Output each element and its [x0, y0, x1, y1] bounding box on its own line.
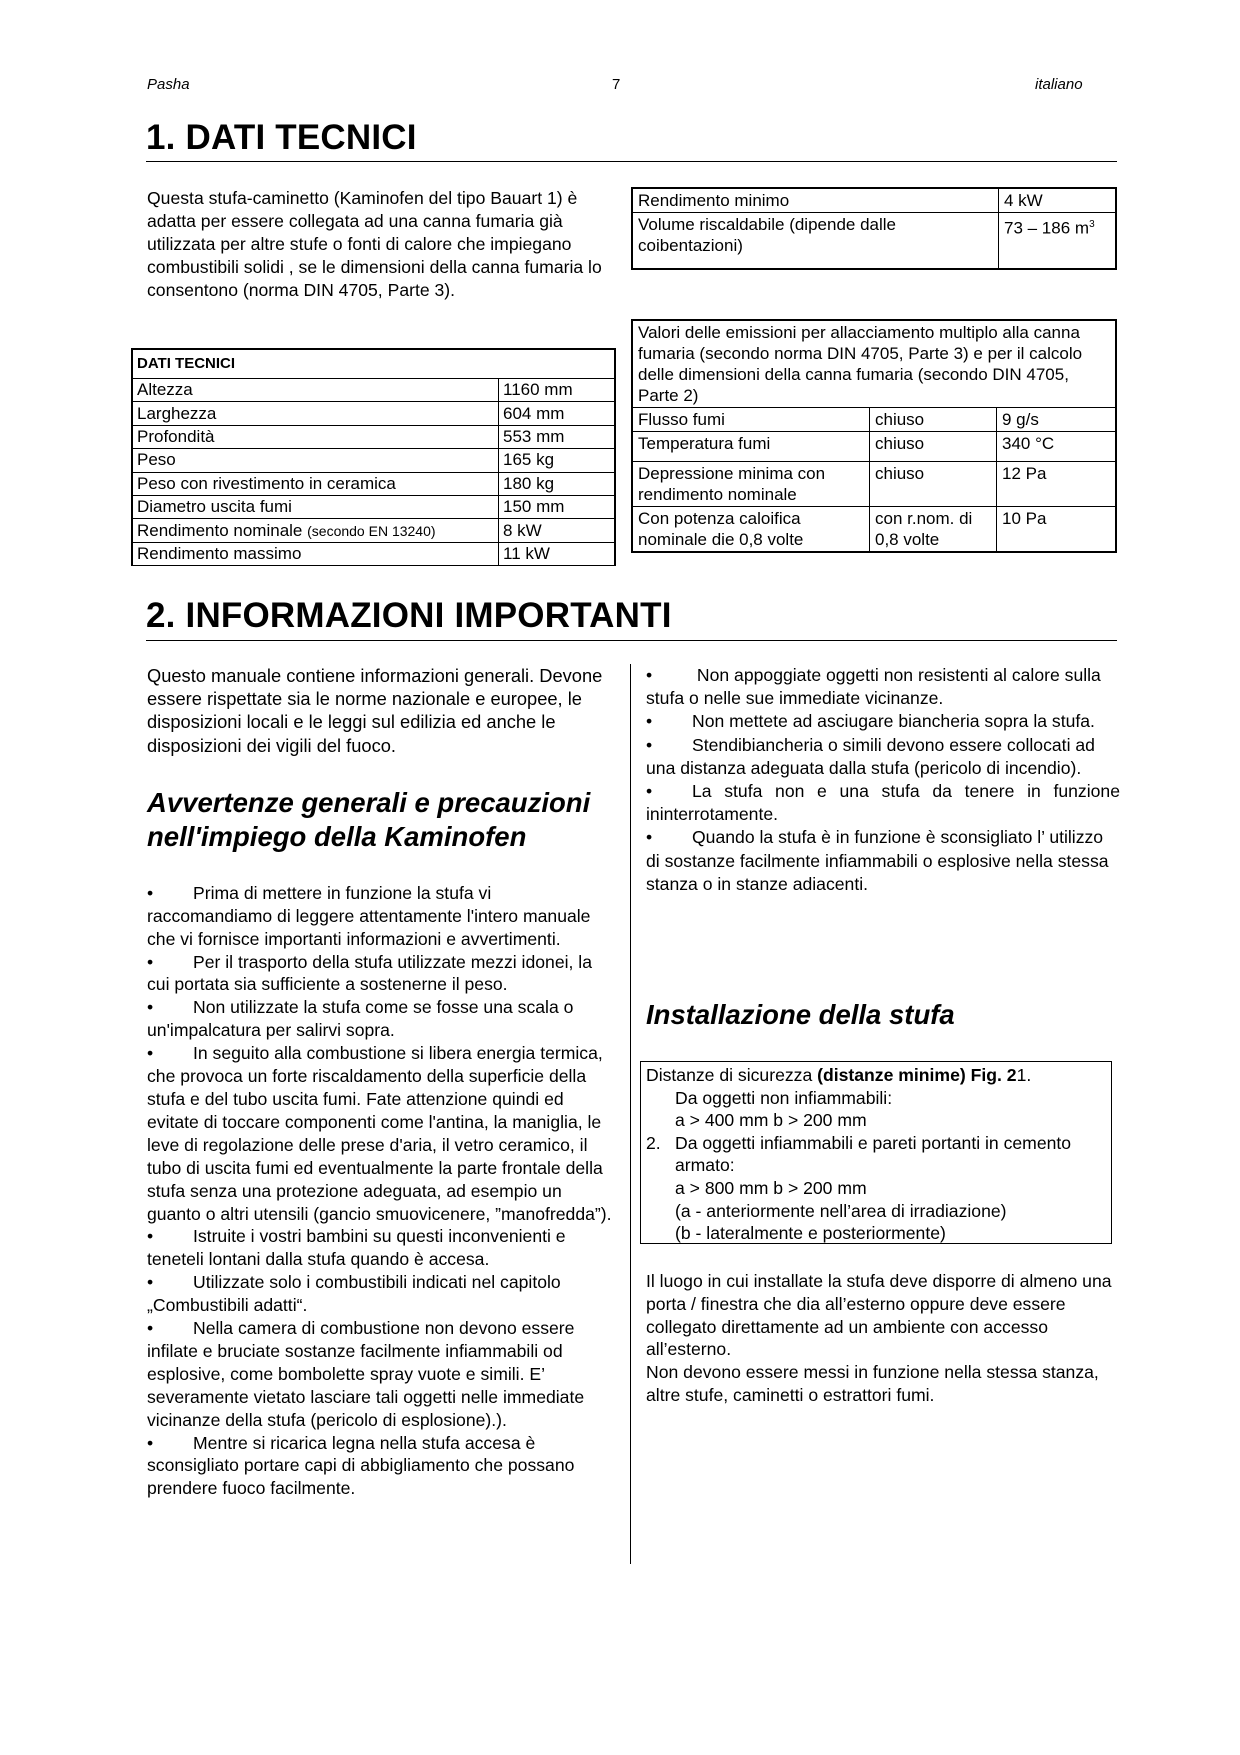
value-sup: 3	[1089, 219, 1095, 230]
cell-label: Diametro uscita fumi	[132, 495, 499, 518]
list-item	[646, 734, 1120, 780]
distances-line: (a - anteriormente nell’area di irradiazione)	[675, 1200, 1007, 1221]
cell-value: 604 mm	[499, 402, 616, 425]
table-row	[132, 542, 615, 565]
install-para-2: Non devono essere messi in funzione nella stessa stanza, altre stufe, caminetti o estrattori fumi.	[646, 1362, 1099, 1405]
header-right: italiano	[1035, 76, 1083, 93]
cell-label: Altezza	[132, 379, 499, 402]
distances-line: a > 400 mm b > 200 mm	[675, 1110, 867, 1131]
section-rule	[146, 161, 1117, 162]
list-item	[147, 882, 617, 951]
lead-tail: 1.	[1016, 1065, 1032, 1085]
emissions-table	[631, 319, 1117, 553]
bullet-dot: •	[147, 1272, 154, 1293]
tech-table-header: DATI TECNICI	[132, 349, 615, 379]
cell-label	[132, 519, 499, 542]
cell-label: Rendimento massimo	[132, 542, 499, 565]
section2-intro: Questo manuale contiene informazioni generali. Devone essere rispettate sia le norme nazionale e europee, le disposizioni locali e le leggi sul edilizia ed anche le disposizioni dei vigili del fuoco.	[147, 665, 603, 756]
bullet-text: La stufa non e una stufa da tenere in funzione ininterrotamente.	[646, 781, 1120, 825]
section-title-dati-tecnici: 1. DATI TECNICI	[146, 118, 417, 157]
list-item	[147, 1042, 617, 1225]
page-number: 7	[612, 76, 621, 93]
output-table	[631, 187, 1117, 270]
bullet-text: Stendibiancheria o simili devono essere collocati ad una distanza adeguata dalla stufa (pericolo di incendio).	[646, 734, 1095, 778]
cell-label: Peso con rivestimento in ceramica	[132, 472, 499, 495]
list-item	[646, 826, 1120, 896]
table-row	[632, 432, 1116, 462]
tech-data-table	[131, 348, 616, 566]
distances-lead	[646, 1064, 1111, 1087]
section-rule	[146, 640, 1117, 641]
cell-label: Profondità	[132, 425, 499, 448]
table-row	[632, 408, 1116, 432]
list-item	[147, 1317, 617, 1432]
bullet-dot: •	[147, 1226, 154, 1247]
bullet-text: In seguito alla combustione si libera energia termica, che provoca un forte riscaldamento della superficie della stufa e del tubo uscita fumi. Fate attenzione quindi ed evitate di toccare componenti come l'antina, la maniglia, le leve di regolazione delle prese d'aria, il vetro ceramico, il tubo di uscita fumi ed eventualmente la parte frontale della stufa senza una protezione adeguata, ad esempio un guanto o altri utensili (gancio smuovicenere, ”manofredda”).	[147, 1043, 612, 1224]
cell-value: 150 mm	[499, 495, 616, 518]
installation-paragraph	[646, 1270, 1116, 1407]
bullet-dot: •	[147, 1043, 154, 1064]
label-text: Rendimento nominale	[137, 520, 303, 540]
value-text: 73 – 186 m	[1004, 218, 1090, 238]
list-item	[147, 1432, 617, 1501]
list-item	[646, 664, 1120, 710]
cell-cond: chiuso	[870, 408, 997, 432]
cell-label: Flusso fumi	[632, 408, 870, 432]
cell-label: Peso	[132, 449, 499, 472]
bullet-text: Mentre si ricarica legna nella stufa accesa è sconsigliato portare capi di abbigliamento che possano prendere fuoco facilmente.	[147, 1432, 575, 1499]
table-row	[632, 462, 1116, 507]
subheading-avvertenze: Avvertenze generali e precauzioni nell'impiego della Kaminofen	[147, 786, 591, 852]
table-row	[132, 379, 615, 402]
bullet-dot: •	[147, 1432, 154, 1453]
left-column	[147, 664, 617, 1500]
safety-distances-box	[640, 1061, 1112, 1244]
bullet-dot: •	[147, 997, 154, 1018]
right-bullet-list	[646, 664, 1120, 896]
list-item	[646, 710, 1120, 733]
cell-value: 1160 mm	[499, 379, 616, 402]
cell-label: Volume riscaldabile (dipende dalle coibentazioni)	[632, 213, 999, 269]
list-item	[646, 780, 1120, 826]
cell-value	[999, 213, 1117, 269]
table-row	[632, 507, 1116, 553]
cell-label: Temperatura fumi	[632, 432, 870, 462]
cell-label: Larghezza	[132, 402, 499, 425]
lead-bold: (distanze minime) Fig. 2	[817, 1065, 1017, 1085]
cell-value: 8 kW	[499, 519, 616, 542]
cell-label: Depressione minima con rendimento nominale	[632, 462, 870, 507]
cell-cond: chiuso	[870, 432, 997, 462]
item-number: 2.	[646, 1132, 661, 1153]
table-row	[132, 472, 615, 495]
bullet-text: Quando la stufa è in funzione è sconsigliato l’ utilizzo di sostanze facilmente infiammabili o esplosive nella stessa stanza o in stanze adiacenti.	[646, 827, 1109, 894]
bullet-dot: •	[646, 781, 653, 802]
bullet-text: Istruite i vostri bambini su questi inconvenienti e teneteli lontani dalla stufa quando è accesa.	[147, 1226, 566, 1270]
bullet-text: Utilizzate solo i combustibili indicati nel capitolo „Combustibili adatti“.	[147, 1272, 561, 1316]
bullet-dot: •	[147, 1318, 154, 1339]
table-row	[132, 425, 615, 448]
table-row	[132, 519, 615, 542]
cell-value: 340 °C	[997, 432, 1117, 462]
bullet-dot: •	[646, 711, 653, 732]
bullet-text: Non mettete ad asciugare biancheria sopra la stufa.	[692, 711, 1095, 732]
table-row	[132, 402, 615, 425]
table-row	[632, 188, 1116, 213]
cell-value: 4 kW	[999, 188, 1117, 213]
table-row	[632, 213, 1116, 269]
cell-label: Con potenza caloifica nominale die 0,8 volte	[632, 507, 870, 553]
bullet-text: Prima di mettere in funzione la stufa vi raccomandiamo di leggere attentamente l'intero manuale che vi fornisce importanti informazioni e avvertimenti.	[147, 882, 591, 949]
list-item	[147, 1271, 617, 1317]
bullet-dot: •	[646, 665, 653, 685]
table-row	[132, 495, 615, 518]
list-item	[147, 951, 617, 997]
bullet-dot: •	[646, 734, 653, 755]
label-note: (secondo EN 13240)	[307, 522, 436, 539]
header-left: Pasha	[147, 76, 190, 93]
cell-cond: con r.nom. di 0,8 volte	[870, 507, 997, 553]
distances-item-2	[646, 1132, 1111, 1177]
emissions-caption: Valori delle emissioni per allacciamento multiplo alla canna fumaria (secondo norma DIN 4705, Parte 3) e per il calcolo delle dimensioni della canna fumaria (secondo DIN 4705, Parte 2)	[632, 320, 1116, 408]
distances-line: a > 800 mm b > 200 mm	[675, 1177, 867, 1198]
bullet-text: Non utilizzate la stufa come se fosse una scala o un'impalcatura per salirvi sopra.	[147, 997, 574, 1041]
bullet-text: Nella camera di combustione non devono essere infilate e bruciate sostanze facilmente infiammabili od esplosive, come bombolette spray vuote e simili. E’ severamente vietato lasciare tali oggetti nelle immediate vicinanze della stufa (pericolo di esplosione).).	[147, 1318, 585, 1430]
lead-text: Distanze di sicurezza	[646, 1065, 818, 1085]
intro-paragraph: Questa stufa-caminetto (Kaminofen del tipo Bauart 1) è adatta per essere collegata ad una canna fumaria già utilizzata per altre stufe o fonti di calore che impiegano combustibili solidi , se le dimensioni della canna fumaria lo consentono (norma DIN 4705, Parte 3).	[147, 188, 602, 300]
section-title-informazioni: 2. INFORMAZIONI IMPORTANTI	[146, 596, 672, 635]
distances-line: Da oggetti non infiammabili:	[675, 1087, 893, 1108]
bullet-text: Non appoggiate oggetti non resistenti al calore sulla stufa o nelle sue immediate vicinanze.	[646, 665, 1101, 709]
cell-value: 9 g/s	[997, 408, 1117, 432]
list-item	[147, 996, 617, 1042]
cell-value: 553 mm	[499, 425, 616, 448]
distances-line: (b - lateralmente e posteriormente)	[675, 1223, 946, 1244]
install-para-1: Il luogo in cui installate la stufa deve disporre di almeno una porta / finestra che dia all’esterno oppure deve essere collegato direttamente ad un ambiente con accesso all’esterno.	[646, 1271, 1112, 1360]
subheading-installazione: Installazione della stufa	[646, 999, 955, 1030]
cell-label: Rendimento minimo	[632, 188, 999, 213]
distances-line: Da oggetti infiammabili e pareti portanti in cemento armato:	[675, 1132, 1072, 1176]
bullet-dot: •	[646, 827, 653, 848]
cell-value: 180 kg	[499, 472, 616, 495]
list-item	[147, 1225, 617, 1271]
bullet-dot: •	[147, 951, 154, 972]
table-row	[132, 449, 615, 472]
left-bullet-list	[147, 882, 617, 1500]
bullet-text: Per il trasporto della stufa utilizzate mezzi idonei, la cui portata sia sufficiente a sostenerne il peso.	[147, 951, 592, 995]
bullet-dot: •	[147, 882, 154, 903]
cell-value: 11 kW	[499, 542, 616, 565]
cell-cond: chiuso	[870, 462, 997, 507]
column-divider	[630, 664, 631, 1564]
cell-value: 10 Pa	[997, 507, 1117, 553]
cell-value: 12 Pa	[997, 462, 1117, 507]
right-column	[646, 664, 1120, 896]
cell-value: 165 kg	[499, 449, 616, 472]
